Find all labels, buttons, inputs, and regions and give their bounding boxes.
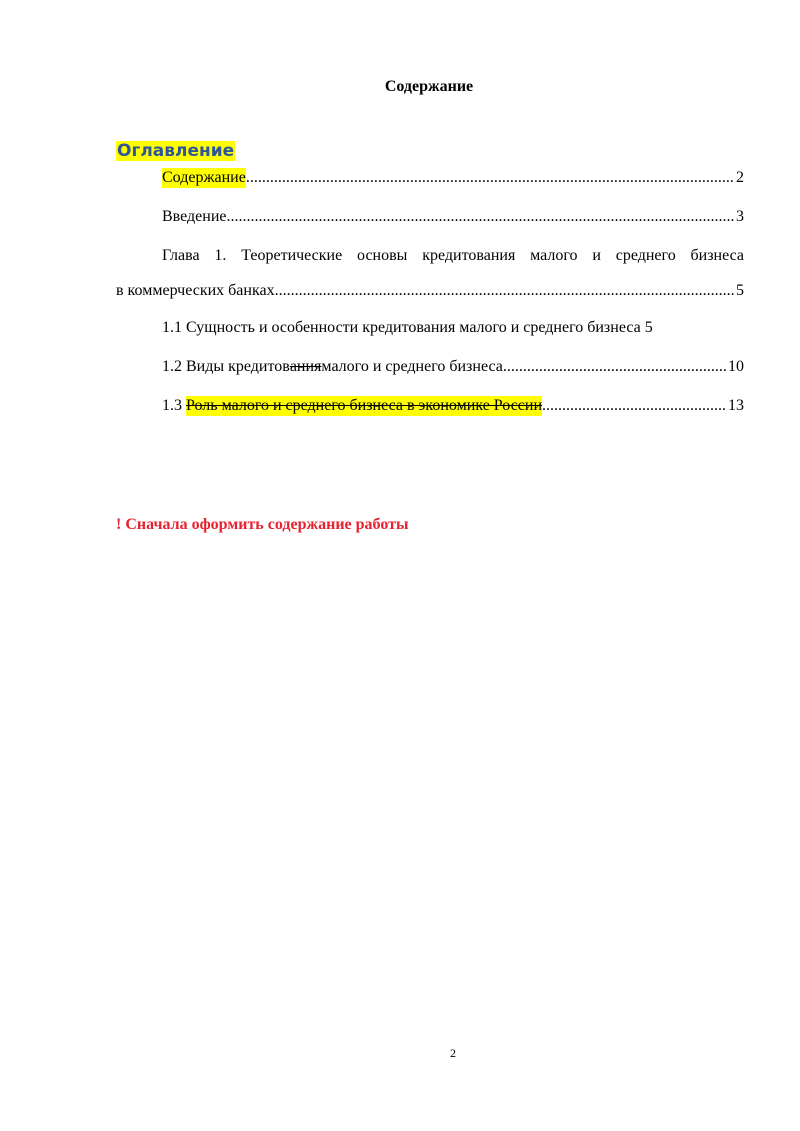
toc-leader-dots <box>227 207 736 227</box>
page-number: 2 <box>450 1046 456 1060</box>
toc-entry-1-2[interactable] <box>162 357 744 377</box>
toc-entry-1-1[interactable] <box>162 318 744 338</box>
formatting-notice: ! Сначала оформить содержание работы <box>116 516 409 533</box>
toc-entry-page: 2 <box>736 169 744 186</box>
toc-entry-label-deleted: Роль малого и среднего бизнеса в экономике России <box>186 397 543 414</box>
toc-entry-1-3[interactable] <box>162 396 744 416</box>
toc-entry-label-rest: малого и среднего бизнеса <box>321 358 503 375</box>
toc-entry-page: 5 <box>644 319 653 336</box>
toc-entry-page: 3 <box>736 208 744 225</box>
toc-entry-contents[interactable] <box>162 168 744 188</box>
toc-entry-chapter1-line1[interactable]: Глава 1. Теоретические основы кредитования малого и среднего бизнеса <box>162 247 744 264</box>
toc-leader-dots <box>246 168 735 188</box>
toc-entry-label: 1.1 Сущность и особенности кредитования малого и среднего бизнеса <box>162 319 641 336</box>
toc-leader-dots <box>503 357 727 377</box>
toc-entry-label: в коммерческих банках <box>116 282 275 299</box>
toc-entry-label-deleted: ания <box>289 358 322 375</box>
toc-entry-chapter1-line2[interactable] <box>116 281 744 301</box>
page-title: Содержание <box>384 78 474 95</box>
toc-entry-page: 5 <box>736 282 744 299</box>
toc-entry-number: 1.3 <box>162 397 186 414</box>
toc-leader-dots <box>542 396 727 416</box>
toc-heading: Оглавление <box>117 141 235 161</box>
toc-entry-page: 10 <box>728 358 744 375</box>
toc-entry-label: Введение <box>162 208 227 225</box>
toc-entry-page: 13 <box>728 397 744 414</box>
toc-entry-label: Содержание <box>162 169 246 186</box>
toc-entry-label: 1.2 Виды кредитов <box>162 358 290 375</box>
toc-leader-dots <box>275 281 735 301</box>
toc-entry-intro[interactable] <box>162 207 744 227</box>
